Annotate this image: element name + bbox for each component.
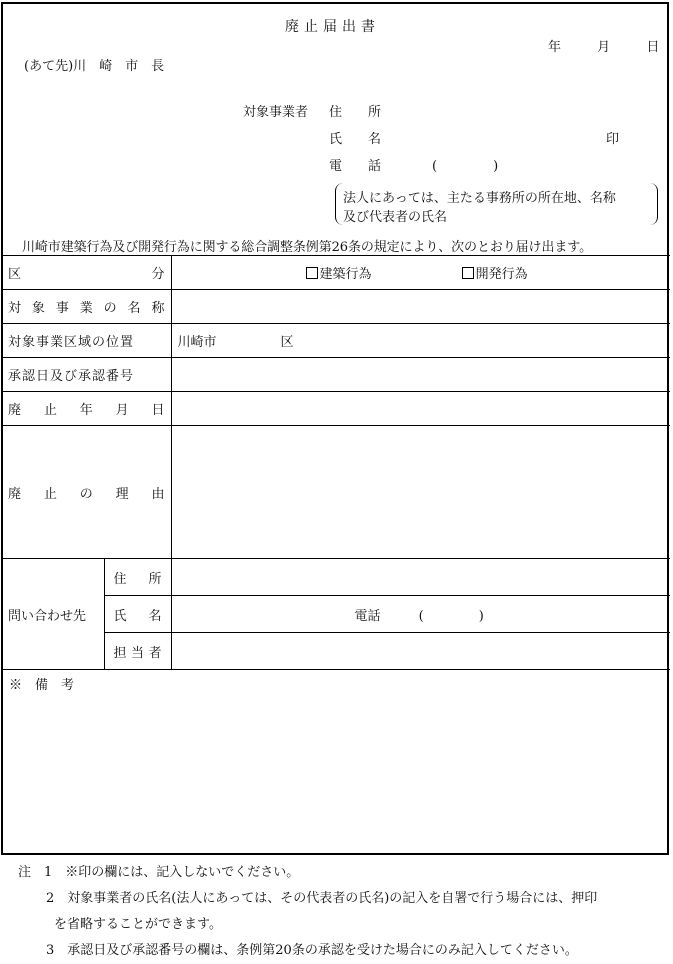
category-label: 区 分 xyxy=(2,256,171,290)
project-name-field[interactable] xyxy=(171,290,670,324)
seal-mark: 印 xyxy=(606,132,620,147)
reason-field[interactable] xyxy=(171,426,670,559)
day-label: 日 xyxy=(646,40,660,55)
applicant-phone-label: 電 話 xyxy=(329,159,382,174)
note-1: 注 1 ※印の欄には、記入しないでください。 xyxy=(18,865,300,880)
corp-note-line2: 及び代表者の氏名 xyxy=(343,210,448,225)
applicant-label: 対象事業者 xyxy=(243,105,309,120)
remarks-label: ※ 備 考 xyxy=(9,678,75,693)
contact-name-field[interactable] xyxy=(171,596,670,633)
date-line xyxy=(548,36,659,55)
contact-address-label: 住 所 xyxy=(104,559,171,596)
note-2: 2 対象事業者の氏名(法人にあっては、その代表者の氏名)の記入を自署で行う場合には、押印 xyxy=(46,891,598,906)
abolition-date-row xyxy=(2,392,670,426)
remarks-field[interactable] xyxy=(3,692,667,852)
project-name-row xyxy=(2,290,670,324)
location-field[interactable]: 川崎市 区 xyxy=(171,324,670,358)
contact-address-field[interactable] xyxy=(171,559,670,596)
contact-phone-parens: ( ) xyxy=(418,608,488,624)
reason-label: 廃 止 の 理 由 xyxy=(2,426,171,559)
corp-note-line1: 法人にあっては、主たる事務所の所在地、名称 xyxy=(343,191,616,206)
applicant-address-label: 住 所 xyxy=(329,105,382,120)
applicant-name-label: 氏 名 xyxy=(329,132,382,147)
location-row xyxy=(2,324,670,358)
abolition-date-label: 廃 止 年 月 日 xyxy=(2,392,171,426)
month-label: 月 xyxy=(597,40,611,55)
checkbox-icon[interactable] xyxy=(462,267,474,279)
note-3: 3 承認日及び承認番号の欄は、条例第20条の承認を受けた場合にのみ記入してください。 xyxy=(46,943,578,958)
contact-label: 問い合わせ先 xyxy=(2,559,104,670)
project-name-label: 対 象 事 業 の 名 称 xyxy=(2,290,171,324)
approval-row xyxy=(2,358,670,392)
notes xyxy=(18,860,597,964)
category-row xyxy=(2,256,670,290)
year-label: 年 xyxy=(548,40,562,55)
category-options xyxy=(171,256,670,290)
checkbox-icon[interactable] xyxy=(306,267,318,279)
statement: 川崎市建築行為及び開発行為に関する総合調整条例第26条の規定により、次のとおり届け出ます。 xyxy=(22,240,593,255)
approval-field[interactable] xyxy=(171,358,670,392)
contact-person-label: 担 当 者 xyxy=(104,633,171,670)
option-building[interactable]: 建築行為 xyxy=(306,267,372,282)
option-development[interactable]: 開発行為 xyxy=(462,267,528,282)
reason-row xyxy=(2,426,670,559)
location-label: 対象事業区域の位置 xyxy=(2,324,171,358)
contact-phone-label: 電話 xyxy=(354,608,381,624)
contact-person-field[interactable] xyxy=(171,633,670,670)
contact-address-row xyxy=(2,559,670,596)
form-title: 廃止届出書 xyxy=(285,19,380,35)
contact-name-label: 氏 名 xyxy=(104,596,171,633)
form-table xyxy=(2,255,670,670)
note-2-cont: を省略することができます。 xyxy=(54,917,222,932)
applicant-phone-parens: ( ) xyxy=(432,159,509,174)
approval-label: 承認日及び承認番号 xyxy=(2,358,171,392)
abolition-date-field[interactable] xyxy=(171,392,670,426)
addressee: (あて先)川 崎 市 長 xyxy=(24,59,165,74)
